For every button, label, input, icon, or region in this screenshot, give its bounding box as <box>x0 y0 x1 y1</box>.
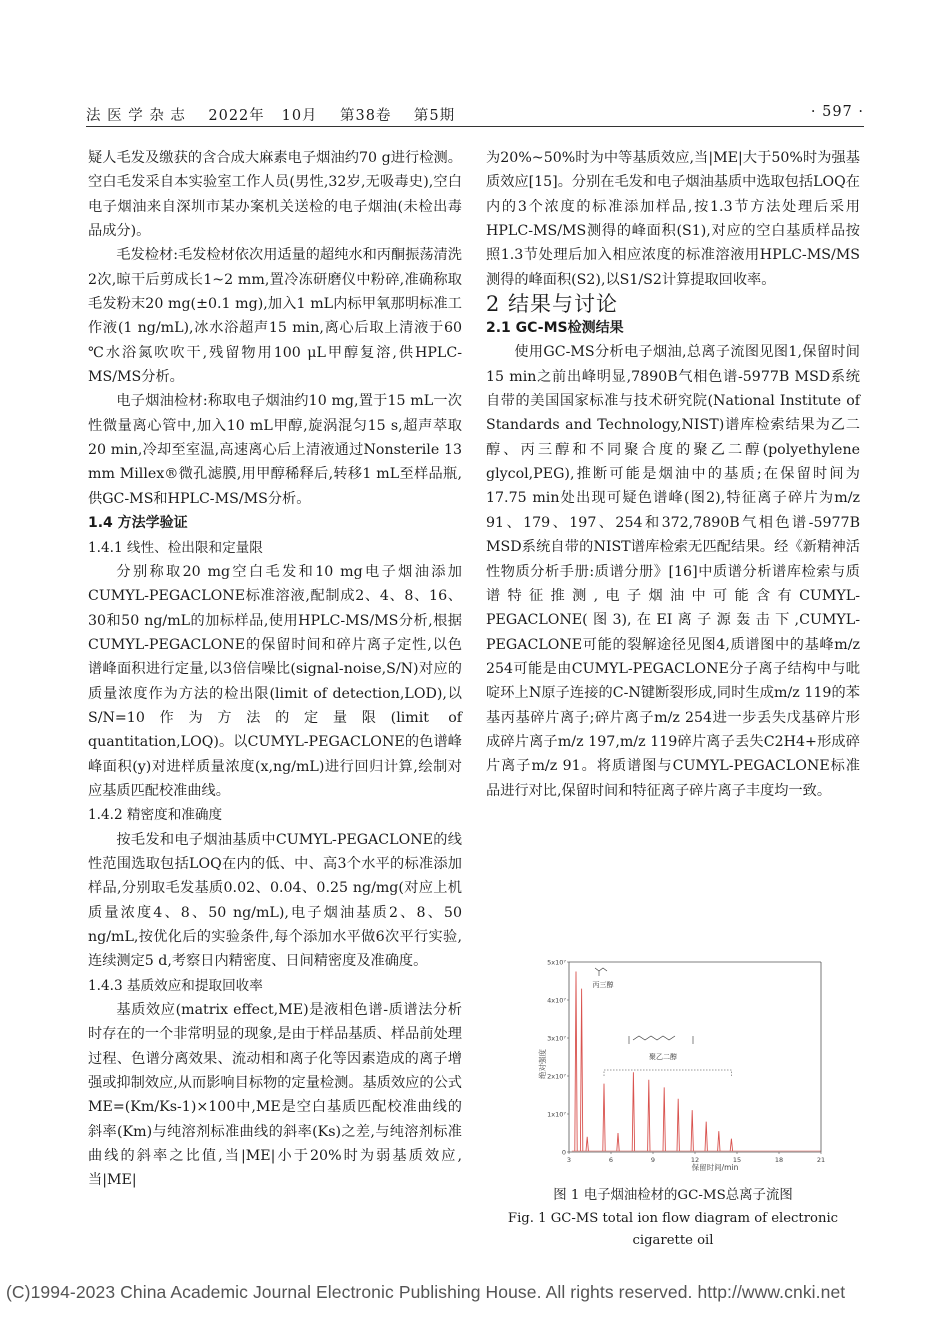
figure-caption-en: Fig. 1 GC-MS total ion flow diagram of electronic cigarette oil <box>507 1211 839 1248</box>
y-tick-label: 1x10⁷ <box>547 1110 566 1119</box>
journal-info: 法 医 学 杂 志 2022年 10月 第38卷 第5期 <box>86 108 456 124</box>
x-axis-label: 保留时间/min <box>691 1163 739 1172</box>
chromatogram-peak <box>603 1084 605 1151</box>
header-rule <box>86 126 864 127</box>
x-tick-label: 21 <box>816 1156 826 1164</box>
x-tick-label: 15 <box>732 1156 742 1164</box>
gc-ms-chromatogram-chart <box>533 954 833 1179</box>
glycerol-structure <box>595 968 607 976</box>
page-number: · 597 · <box>810 104 864 120</box>
running-header <box>86 104 864 128</box>
chromatogram-peak <box>632 1072 634 1151</box>
chromatogram-peak <box>718 1131 720 1151</box>
y-tick-label: 3x10⁷ <box>547 1034 566 1043</box>
figure-caption-zh: 图 1 电子烟油检材的GC-MS总离子流图 <box>553 1188 793 1203</box>
left-column <box>88 146 462 1193</box>
section-heading: 2 结果与讨论 <box>486 292 619 317</box>
subsection-heading: 1.4.2 精密度和准确度 <box>88 807 223 824</box>
paragraph: 电子烟油检材:称取电子烟油约10 mg,置于15 mL一次性微量离心管中,加入10 mL甲醇,旋涡混匀15 s,超声萃取20 min,冷却至室温,高速离心后上清液通过Nonsterile 13 mm Millex®微孔滤膜,用甲醇稀释后,转移1 mL至样品瓶,供GC-MS和HPLC-MS/MS分析。 <box>88 393 462 507</box>
x-tick-label: 18 <box>774 1156 784 1164</box>
paragraph: 分别称取20 mg空白毛发和10 mg电子烟油添加CUMYL-PEGACLONE标准溶液,配制成2、4、8、16、30和50 ng/mL的加标样品,使用HPLC-MS/MS分析,根据CUMYL-PEGACLONE的保留时间和碎片离子定性,以色谱峰面积进行定量,以3倍信噪比(signal-noise,S/N)对应的质量浓度作为方法的检出限(limit of detection,LOD),以S/N=10作为方法的定量限(limit of quantitation,LOQ)。以CUMYL-PEGACLONE的色谱峰峰面积(y)对进样质量浓度(x,ng/mL)进行回归计算,绘制对应基质匹配校准曲线。 <box>88 563 462 799</box>
section-heading: 1.4 方法学验证 <box>88 515 188 532</box>
peg-label: 聚乙二醇 <box>649 1053 677 1061</box>
chromatogram-peak <box>648 1080 650 1151</box>
paragraph: 按毛发和电子烟油基质中CUMYL-PEGACLONE的线性范围选取包括LOQ在内的低、中、高3个水平的标准添加样品,分别取毛发基质0.02、0.04、0.25 ng/mg(对应上机质量浓度4、8、50 ng/mL),电子烟油基质2、8、50 ng/mL,按优化后的实验条件,每个添加水平做6次平行实验,连续测定5 d,考察日内精密度、日间精密度及准确度。 <box>88 831 462 970</box>
y-axis-label: 绝对强度 <box>538 1049 547 1079</box>
copyright-footer: (C)1994-2023 China Academic Journal Electronic Publishing House. All rights reserved. http://www.cnki.net <box>6 1282 846 1302</box>
right-column <box>486 146 860 803</box>
y-tick-label: 2x10⁷ <box>547 1072 566 1081</box>
subsection-heading: 1.4.1 线性、检出限和定量限 <box>88 539 263 556</box>
chromatogram-peak <box>580 989 582 1151</box>
paragraph: 使用GC-MS分析电子烟油,总离子流图见图1,保留时间15 min之前出峰明显,7890B气相色谱-5977B MSD系统自带的美国国家标准与技术研究院(National Institute of Standards and Technology,NIST)谱库检索结果为乙二醇、丙三醇和不同聚合度的聚乙二醇(polyethylene glycol,PEG),推断可能是烟油中的基质;在保留时间为17.75 min处出现可疑色谱峰(图2),特征离子碎片为m/z 91、179、197、254和372,7890B气相色谱-5977B MSD系统自带的NIST谱库检索无匹配结果。经《新精神活性物质分析手册:质谱分册》[16]中质谱分析谱库检索与质谱特征推测,电子烟油中可能含有CUMYL-PEGACLONE(图3),在EI离子源轰击下,CUMYL-PEGACLONE可能的裂解途径见图4,质谱图中的基峰m/z 254可能是由CUMYL-PEGACLONE分子离子结构中与吡啶环上N原子连接的C-N键断裂形成,同时生成m/z 119的苯基丙基碎片离子;碎片离子m/z 254进一步丢失戊基碎片形成碎片离子m/z 197,m/z 119碎片离子丢失C2H4+形成碎片离子m/z 91。将质谱图与CUMYL-PEGACLONE标准品进行对比,保留时间和特征离子碎片离子丰度均一致。 <box>486 344 860 799</box>
chromatogram-peak <box>705 1122 707 1151</box>
paragraph: 为20%~50%时为中等基质效应,当|ME|大于50%时为强基质效应[15]。分别在毛发和电子烟油基质中选取包括LOQ在内的3个浓度的标准添加样品,按1.3节方法处理后采用HPLC-MS/MS测得的峰面积(S1),对应的空白基质样品按照1.3节处理后加入相应浓度的标准溶液用HPLC-MS/MS测得的峰面积(S2),以S1/S2计算提取回收率。 <box>486 150 860 288</box>
subsection-heading: 1.4.3 基质效应和提取回收率 <box>88 977 263 994</box>
chromatogram-peak <box>663 1087 665 1151</box>
chart-annotations <box>593 968 732 1076</box>
subsection-heading: 2.1 GC-MS检测结果 <box>486 320 624 337</box>
x-tick-label: 6 <box>608 1156 614 1164</box>
chromatogram-peak <box>575 972 577 1152</box>
x-tick-label: 12 <box>690 1156 700 1164</box>
chromatogram-peak <box>586 1137 588 1151</box>
paragraph: 基质效应(matrix effect,ME)是液相色谱-质谱法分析时存在的一个非常明显的现象,是由于样品基质、样品前处理过程、色谱分离效果、流动相和离子化等因素造成的离子增强或抑制效应,从而影响目标物的定量检测。基质效应的公式ME=(Km/Ks-1)×100中,ME是空白基质匹配校准曲线的斜率(Km)与纯溶剂标准曲线的斜率(Ks)之差,与纯溶剂标准曲线的斜率之比值,当|ME|小于20%时为弱基质效应,当|ME| <box>88 1002 462 1189</box>
paragraph: 毛发检材:毛发检材依次用适量的超纯水和丙酮振荡清洗2次,晾干后剪成长1~2 mm,置冷冻研磨仪中粉碎,准确称取毛发粉末20 mg(±0.1 mg),加入1 mL内标甲氧那明标准工作液(1 ng/mL),冰水浴超声15 min,离心后取上清液于60 ℃水浴氮吹吹干,残留物用100 μL甲醇复溶,供HPLC-MS/MS分析。 <box>88 247 462 386</box>
paragraph: 疑人毛发及缴获的含合成大麻素电子烟油约70 g进行检测。空白毛发采自本实验室工作人员(男性,32岁,无吸毒史),空白电子烟油来自深圳市某办案机关送检的电子烟油(未检出毒品成分)。 <box>88 150 462 240</box>
y-tick-label: 4x10⁷ <box>547 996 566 1005</box>
chromatogram-peak <box>617 1133 619 1151</box>
x-tick-label: 3 <box>566 1156 572 1164</box>
chromatogram-peak <box>730 1139 732 1151</box>
peg-structure <box>629 1036 693 1044</box>
y-tick-label: 0 <box>561 1148 566 1157</box>
glycerol-label: 丙三醇 <box>592 981 614 989</box>
chromatogram-peak <box>691 1110 693 1151</box>
peg-bracket <box>604 1070 731 1076</box>
x-tick-label: 9 <box>650 1156 656 1164</box>
chromatogram-peak <box>677 1099 679 1151</box>
chromatogram-peaks <box>572 972 821 1152</box>
chart-axes <box>547 959 825 1165</box>
y-tick-label: 5x10⁷ <box>547 958 566 967</box>
